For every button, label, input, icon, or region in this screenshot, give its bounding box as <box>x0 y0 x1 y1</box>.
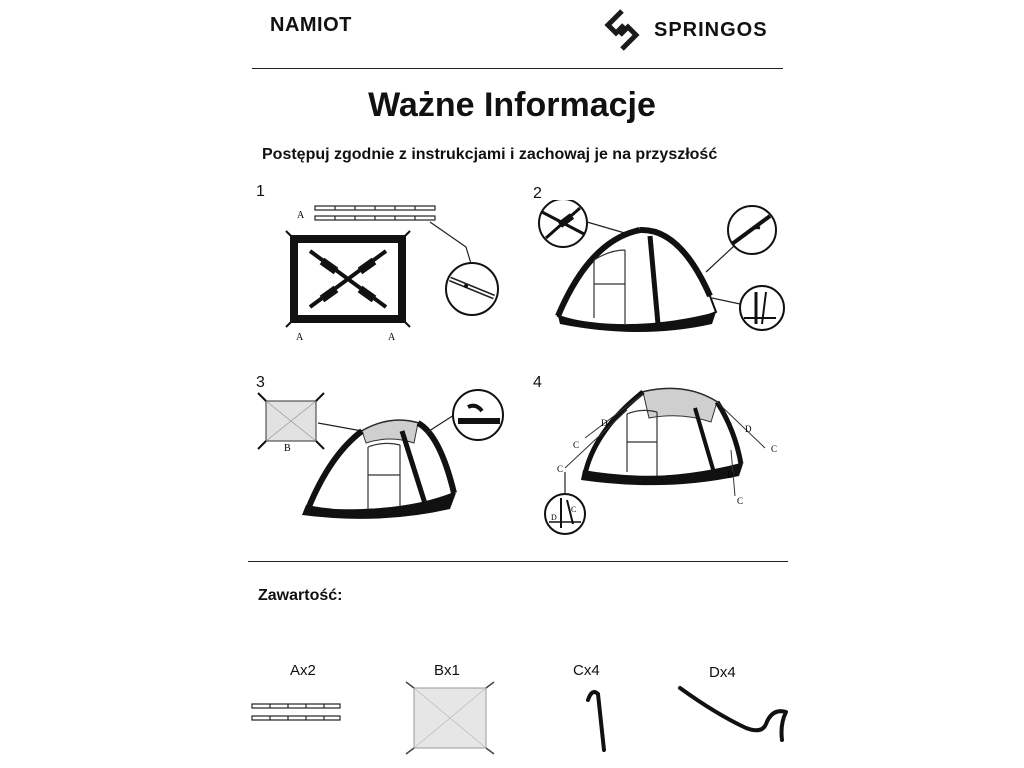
pole-pair <box>315 206 435 220</box>
step-4-label-d2: D <box>745 424 752 434</box>
step-3-illustration <box>250 385 520 520</box>
contents-item-c-label: Cx4 <box>573 662 600 679</box>
step-4-label-c2: C <box>557 464 564 474</box>
step-1-illustration <box>270 195 510 355</box>
page-title: Ważne Informacje <box>368 86 656 124</box>
step-4-illustration <box>535 380 795 540</box>
contents-item-d-label: Dx4 <box>709 664 736 681</box>
callout-line <box>426 415 454 433</box>
contents-item-b-label: Bx1 <box>434 662 460 679</box>
step-1-number: 1 <box>256 183 265 200</box>
step-4-number: 4 <box>533 374 542 391</box>
fly-clip-detail-icon <box>453 390 503 440</box>
brand <box>600 8 768 52</box>
pole-icon <box>250 700 342 726</box>
callout-line <box>712 298 740 304</box>
step-4-label-d3: D <box>727 470 734 480</box>
rainfly-sheet <box>258 393 324 449</box>
contents-item-a-label: Ax2 <box>290 662 316 679</box>
contents-label: Zawartość: <box>258 587 343 604</box>
groundsheet-icon <box>402 678 498 756</box>
step-4-label-d1: D <box>601 418 608 428</box>
callout-line <box>318 423 362 431</box>
peg-icon <box>584 684 614 754</box>
pole-joint-detail-icon <box>446 263 498 315</box>
tent-floor <box>286 231 410 327</box>
product-name: NAMIOT <box>270 14 352 36</box>
step-4-label-c5: C <box>571 505 577 514</box>
page-subtitle: Postępuj zgodnie z instrukcjami i zachowaj je na przyszłość <box>262 146 718 163</box>
step-2-number: 2 <box>533 185 542 202</box>
pole-clip-detail-icon <box>728 206 776 254</box>
callout-line <box>430 222 472 267</box>
step-4-label-d4: D <box>551 513 557 522</box>
step-1-label-a-right: A <box>388 332 396 343</box>
step-1-label-a-top: A <box>297 210 305 221</box>
top-divider <box>252 68 783 69</box>
step-1-label-a-left: A <box>296 332 304 343</box>
step-3-number: 3 <box>256 374 265 391</box>
dome-tent <box>558 230 716 332</box>
dome-tent-with-fly <box>302 420 456 519</box>
step-2-illustration <box>530 200 790 350</box>
step-4-label-c1: C <box>573 440 580 450</box>
step-3-label-b: B <box>284 443 291 454</box>
pole-corner-detail-icon <box>740 286 784 330</box>
step-4-label-c4: C <box>737 496 744 506</box>
brand-name: SPRINGOS <box>654 18 768 41</box>
guy-rope-icon <box>676 684 792 744</box>
step-4-label-c3: C <box>771 444 778 454</box>
tent-poles-crossing-icon <box>539 200 587 247</box>
callout-line <box>706 246 734 272</box>
springos-logo-icon <box>600 8 644 52</box>
bottom-divider <box>248 561 788 562</box>
